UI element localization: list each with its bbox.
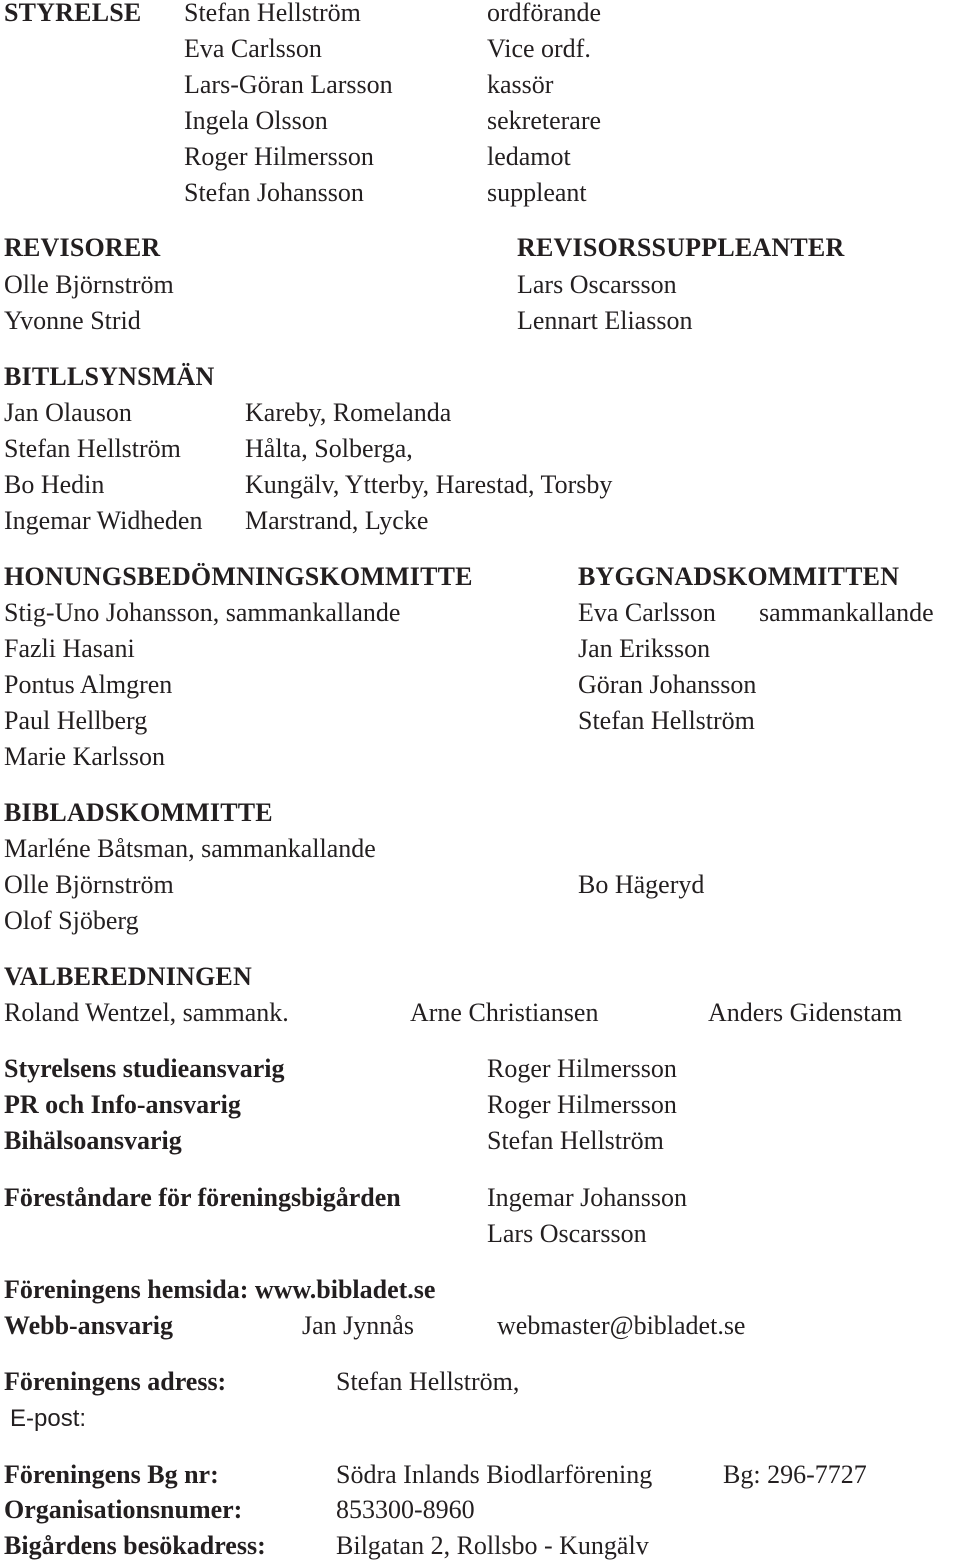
ansvar-label-1: Styrelsens studieansvarig (4, 1054, 285, 1083)
styrelse-name-5: Roger Hilmersson (184, 142, 374, 171)
styrelse-role-3: kassör (487, 70, 554, 99)
styrelse-name-4: Ingela Olsson (184, 106, 328, 135)
forestandare-name-2: Lars Oscarsson (487, 1219, 647, 1248)
bitillsynsman-heading: BITLLSYNSMÄN (4, 362, 215, 391)
revisorssuppleanter-heading: REVISORSSUPPLEANTER (517, 233, 845, 262)
hemsida-line: Föreningens hemsida: www.bibladet.se (4, 1275, 436, 1304)
biblad-heading: BIBLADSKOMMITTE (4, 798, 273, 827)
bitillsynsman-area-3: Kungälv, Ytterby, Harestad, Torsby (245, 470, 613, 499)
org-label: Organisationsnumer: (4, 1495, 243, 1524)
bygg-member-4: Stefan Hellström (578, 706, 755, 735)
honung-heading: HONUNGSBEDÖMNINGSKOMMITTE (4, 562, 473, 591)
bitillsynsman-name-4: Ingemar Widheden (4, 506, 203, 535)
forestandare-label: Föreståndare för föreningsbigården (4, 1183, 401, 1212)
styrelse-role-4: sekreterare (487, 106, 602, 135)
bygg-member-1-role: sammankallande (759, 598, 934, 627)
ansvar-label-2: PR och Info-ansvarig (4, 1090, 241, 1119)
honung-member-4: Paul Hellberg (4, 706, 148, 735)
styrelse-role-1: ordförande (487, 0, 602, 27)
honung-member-5: Marie Karlsson (4, 742, 166, 771)
styrelse-name-1: Stefan Hellström (184, 0, 361, 27)
bg-number: Bg: 296-7727 (723, 1460, 867, 1489)
biblad-member-3: Olof Sjöberg (4, 906, 139, 935)
honung-member-1: Stig-Uno Johansson, sammankallande (4, 598, 401, 627)
styrelse-role-6: suppleant (487, 178, 587, 207)
valberedning-member-3: Anders Gidenstam (708, 998, 903, 1027)
revisorssuppleant-1: Lars Oscarsson (517, 270, 677, 299)
bitillsynsman-area-4: Marstrand, Lycke (245, 506, 429, 535)
biblad-member-1: Marléne Båtsman, sammankallande (4, 834, 376, 863)
revisorer-heading: REVISORER (4, 233, 161, 262)
bg-name: Södra Inlands Biodlarförening (336, 1460, 653, 1489)
bygg-member-3: Göran Johansson (578, 670, 757, 699)
bitillsynsman-area-2: Hålta, Solberga, (245, 434, 413, 463)
adress-value: Stefan Hellström, (336, 1367, 520, 1396)
valberedning-member-2: Arne Christiansen (410, 998, 599, 1027)
webb-ansvarig-label: Webb-ansvarig (4, 1311, 174, 1340)
bitillsynsman-name-1: Jan Olauson (4, 398, 132, 427)
valberedning-member-1: Roland Wentzel, sammank. (4, 998, 289, 1027)
bygg-member-5: Bo Hägeryd (578, 870, 705, 899)
revisor-2: Yvonne Strid (4, 306, 141, 335)
bitillsynsman-name-3: Bo Hedin (4, 470, 105, 499)
epost-label: E-post: (10, 1405, 87, 1432)
bygg-member-1: Eva Carlsson (578, 598, 716, 627)
ansvar-name-2: Roger Hilmersson (487, 1090, 677, 1119)
ansvar-name-1: Roger Hilmersson (487, 1054, 677, 1083)
revisor-1: Olle Björnström (4, 270, 174, 299)
styrelse-name-2: Eva Carlsson (184, 34, 322, 63)
ansvar-label-3: Bihälsoansvarig (4, 1126, 182, 1155)
valberedning-heading: VALBEREDNINGEN (4, 962, 252, 991)
bitillsynsman-name-2: Stefan Hellström (4, 434, 181, 463)
webmaster-email: webmaster@bibladet.se (497, 1311, 746, 1340)
org-value: 853300-8960 (336, 1495, 475, 1524)
adress-label: Föreningens adress: (4, 1367, 227, 1396)
bg-label: Föreningens Bg nr: (4, 1460, 219, 1489)
honung-member-2: Fazli Hasani (4, 634, 135, 663)
biblad-member-2: Olle Björnström (4, 870, 174, 899)
bygg-heading: BYGGNADSKOMMITTEN (578, 562, 900, 591)
styrelse-name-3: Lars-Göran Larsson (184, 70, 393, 99)
bygg-member-2: Jan Eriksson (578, 634, 711, 663)
forestandare-name-1: Ingemar Johansson (487, 1183, 688, 1212)
besok-label: Bigårdens besökadress: (4, 1531, 266, 1560)
styrelse-role-2: Vice ordf. (487, 34, 591, 63)
besok-value: Bilgatan 2, Rollsbo - Kungälv (336, 1531, 649, 1560)
styrelse-name-6: Stefan Johansson (184, 178, 364, 207)
bitillsynsman-area-1: Kareby, Romelanda (245, 398, 452, 427)
styrelse-role-5: ledamot (487, 142, 571, 171)
revisorssuppleant-2: Lennart Eliasson (517, 306, 693, 335)
honung-member-3: Pontus Almgren (4, 670, 173, 699)
webb-ansvarig-name: Jan Jynnås (302, 1311, 414, 1340)
ansvar-name-3: Stefan Hellström (487, 1126, 664, 1155)
styrelse-heading: STYRELSE (4, 0, 142, 27)
